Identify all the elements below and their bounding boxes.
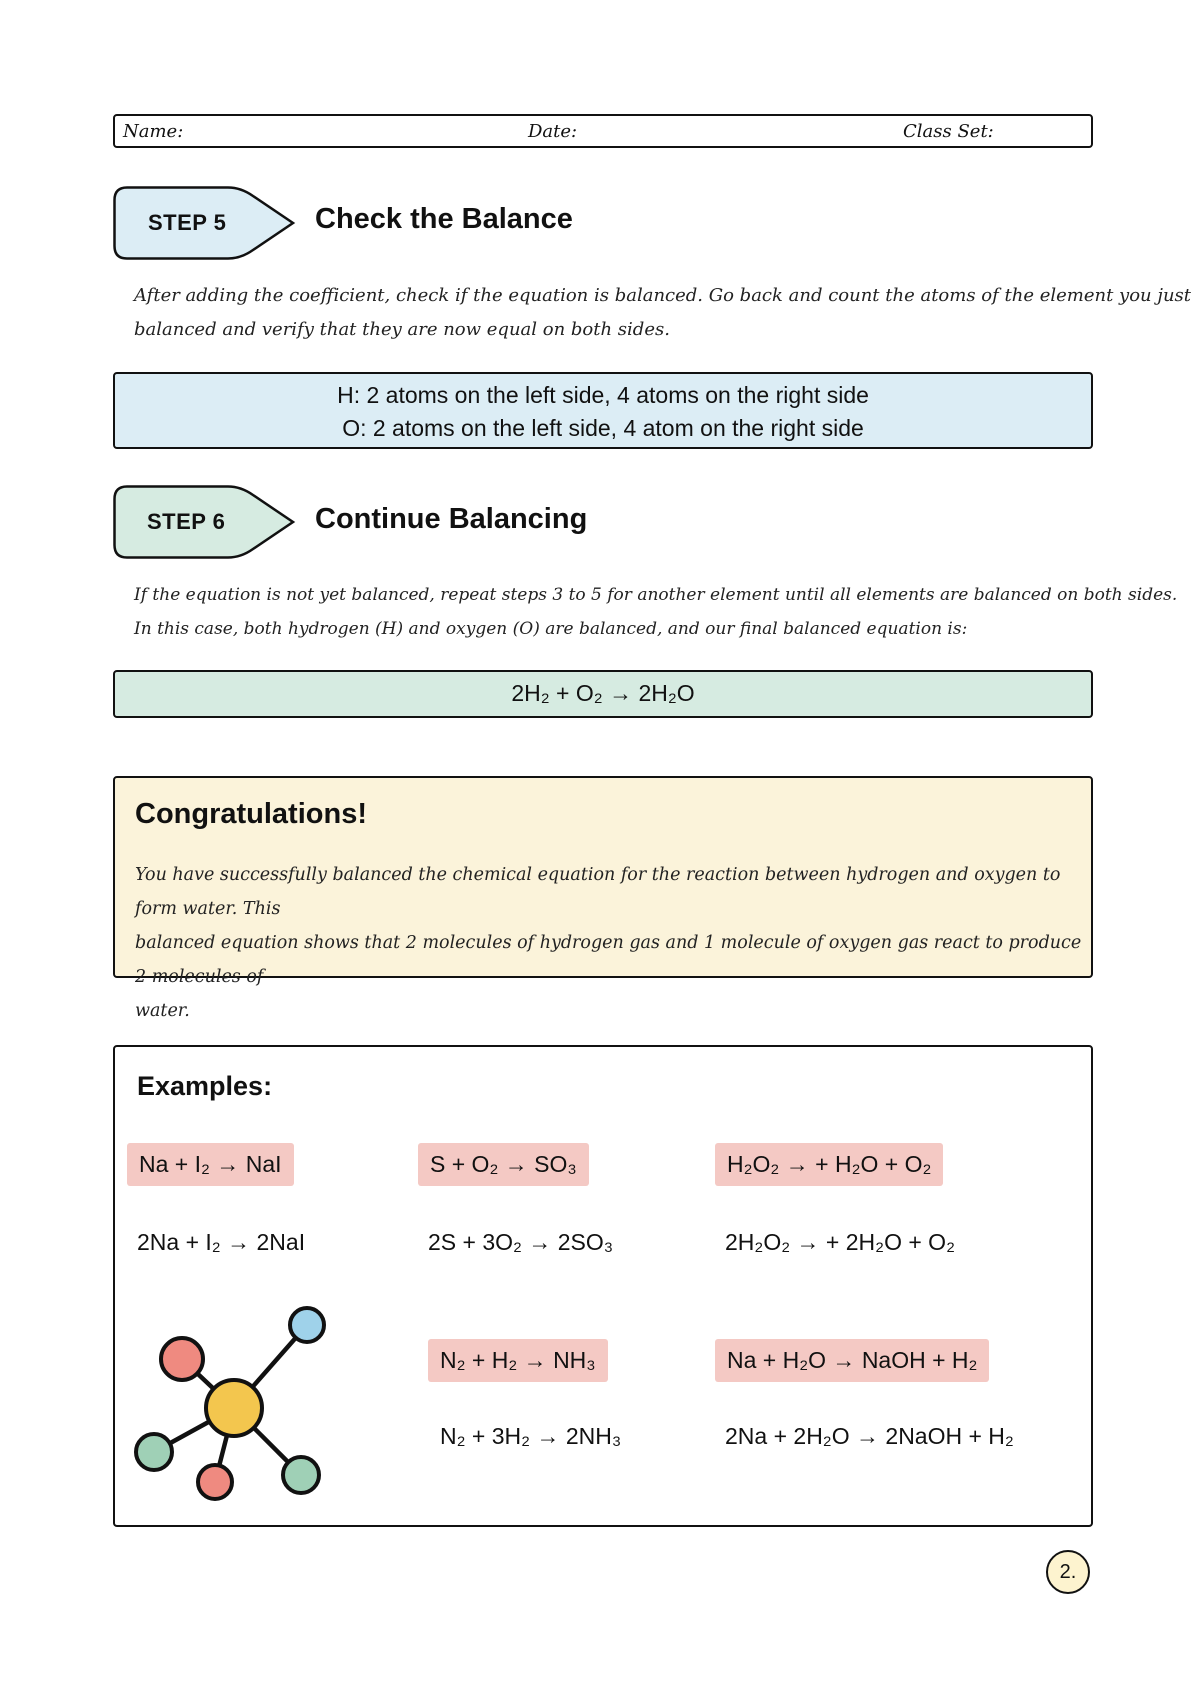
step6-instructions-line1: If the equation is not yet balanced, repeat steps 3 to 5 for another element until all elements are balanced on both sides. <box>134 585 1178 605</box>
hydrogen-count: H: 2 atoms on the left side, 4 atoms on the right side <box>337 382 869 408</box>
examples-box <box>113 1045 1093 1527</box>
example-5-unbalanced: Na + H₂O → NaOH + H₂ <box>715 1339 989 1382</box>
congratulations-title: Congratulations! <box>135 798 367 830</box>
atom-red-bottom <box>198 1465 232 1499</box>
oxygen-count: O: 2 atoms on the left side, 4 atom on the right side <box>342 415 864 441</box>
congratulations-box <box>113 776 1093 1021</box>
date-label: Date: <box>528 121 578 142</box>
example-3-unbalanced: H₂O₂ → + H₂O + O₂ <box>715 1143 943 1186</box>
step5-label: STEP 5 <box>148 210 227 235</box>
step6-title: Continue Balancing <box>315 503 588 535</box>
final-equation: 2H₂ + O₂ → 2H₂O <box>511 680 695 706</box>
example-2-unbalanced: S + O₂ → SO₃ <box>418 1143 589 1186</box>
molecule-icon <box>123 1297 333 1507</box>
step5-instructions-line1: After adding the coefficient, check if the equation is balanced. Go back and count the atoms of the element you just <box>134 285 1192 306</box>
final-equation-box <box>113 670 1093 718</box>
step5-instructions-line2: balanced and verify that they are now equal on both sides. <box>134 319 670 340</box>
step5-atom-count-box <box>113 372 1093 449</box>
name-label: Name: <box>123 121 184 142</box>
page-number: 2. <box>1046 1550 1090 1594</box>
atom-red-top <box>161 1338 203 1380</box>
atom-green-right <box>283 1457 319 1493</box>
step6-label: STEP 6 <box>147 509 226 534</box>
step5-instructions <box>134 279 1191 347</box>
atom-blue <box>290 1308 324 1342</box>
example-4-unbalanced: N₂ + H₂ → NH₃ <box>428 1339 608 1382</box>
class-set-label: Class Set: <box>903 121 994 142</box>
atom-center <box>206 1380 262 1436</box>
example-4-balanced: N₂ + 3H₂ → 2NH₃ <box>440 1423 622 1449</box>
student-info-bar <box>113 114 1093 148</box>
step6-instructions <box>134 578 1177 646</box>
examples-title: Examples: <box>137 1071 273 1101</box>
step6-instructions-line2: In this case, both hydrogen (H) and oxygen (O) are balanced, and our final balanced equation is: <box>134 619 968 639</box>
example-1-balanced: 2Na + I₂ → 2NaI <box>137 1229 306 1255</box>
example-1-unbalanced: Na + I₂ → NaI <box>127 1143 294 1186</box>
atom-green-left <box>136 1434 172 1470</box>
congratulations-line1: You have successfully balanced the chemical equation for the reaction between hydrogen and oxygen to form water. This <box>135 865 1061 919</box>
congratulations-line2: balanced equation shows that 2 molecules of hydrogen gas and 1 molecule of oxygen gas react to produce 2 molecules of <box>135 933 1082 987</box>
step5-title: Check the Balance <box>315 203 573 235</box>
congratulations-line3: water. <box>135 1001 190 1021</box>
example-3-balanced: 2H₂O₂ → + 2H₂O + O₂ <box>725 1229 955 1255</box>
example-2-balanced: 2S + 3O₂ → 2SO₃ <box>428 1229 614 1255</box>
example-5-balanced: 2Na + 2H₂O → 2NaOH + H₂ <box>725 1423 1014 1449</box>
congratulations-text <box>135 858 1091 1028</box>
